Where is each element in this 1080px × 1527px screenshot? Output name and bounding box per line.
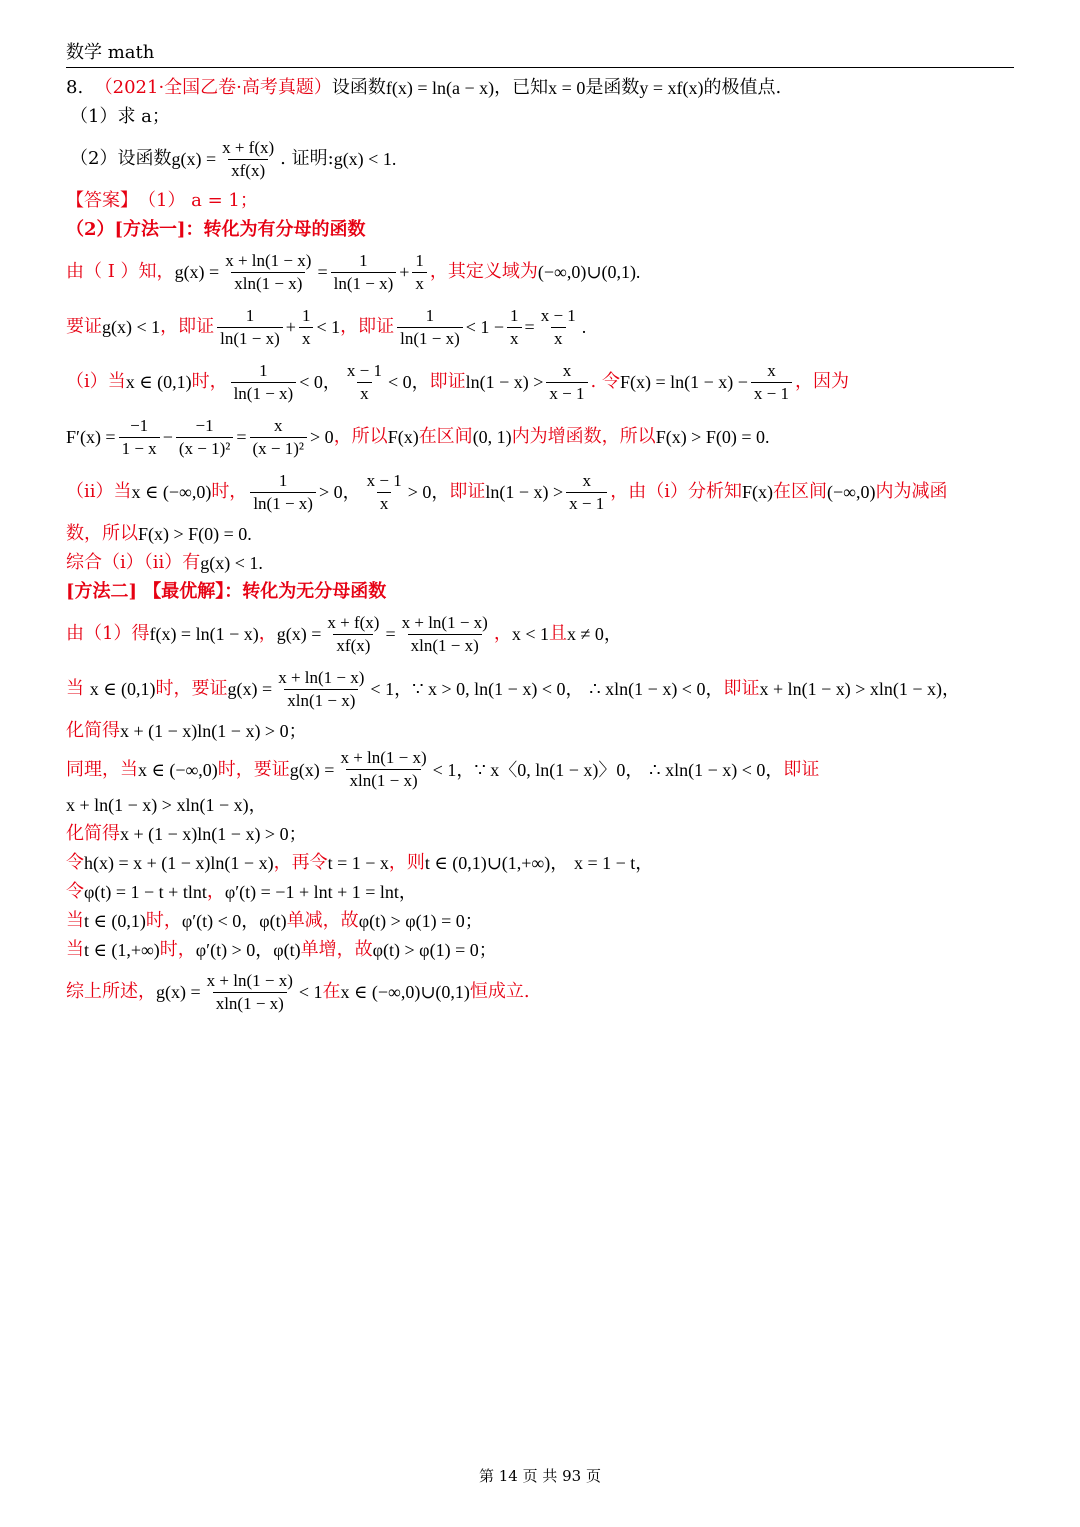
numerator: 1 (259, 360, 268, 380)
text: （1） a = 1； (138, 190, 258, 211)
solution-line-17 (66, 966, 1016, 1018)
answer-part1 (66, 188, 1016, 214)
math: f(x) = ln(a − x) (385, 78, 495, 98)
denominator: x (551, 327, 566, 350)
numerator: x + ln(1 − x) (401, 612, 488, 632)
text: 即证 (449, 481, 486, 502)
question-source: （2021·全国乙卷·高考真题） (94, 77, 332, 98)
fraction (364, 470, 405, 515)
math: t ∈ (0,1)∪(1,+∞)， (424, 853, 569, 873)
document-body (66, 72, 1016, 1021)
math: (−∞,0)∪(0,1). (537, 262, 641, 282)
math: φ(t) > φ(1) = 0； (372, 940, 497, 960)
numerator: 1 (359, 250, 368, 270)
denominator: x (507, 327, 522, 350)
math: x + (1 − x)ln(1 − x) > 0； (120, 824, 307, 844)
math: F′(x) = (66, 427, 116, 447)
text: . 证明: (280, 148, 334, 169)
math: F(x) = ln(1 − x) − (619, 372, 748, 392)
denominator: x − 1 (546, 382, 587, 405)
text: 数，所以 (66, 523, 138, 544)
text: 综上所述， (66, 981, 156, 1002)
math: ln(1 − x) > (465, 372, 544, 392)
method2-title (66, 579, 1016, 605)
solution-line-12 (66, 821, 1016, 847)
text: 综合（ⅰ）（ⅱ）有 (66, 552, 201, 573)
text: ， (258, 623, 277, 644)
math: x ∈ (0,1) (89, 679, 156, 699)
text: ，所以 (333, 426, 388, 447)
text: 时，要证 (217, 758, 290, 780)
header-title: 数学 math (66, 42, 155, 63)
numerator: x − 1 (366, 470, 402, 490)
text: 在区间 (418, 426, 473, 447)
math: x + ln(1 − x) > xln(1 − x)， (759, 679, 961, 699)
math: ln(1 − x) > (485, 482, 564, 502)
fraction (399, 612, 491, 657)
text: 当 (66, 939, 84, 960)
math: φ′(t) = −1 + lnt + 1 = lnt， (224, 882, 417, 902)
math: (−∞,0) (827, 482, 876, 502)
fraction (324, 612, 382, 657)
text: 在 (322, 981, 341, 1002)
question-part1 (66, 104, 1016, 130)
denominator: x (412, 272, 427, 295)
math: φ′(t) > 0， (195, 940, 274, 960)
solution-line-15 (66, 908, 1016, 934)
math: ∵ x〈0, ln(1 − x)〉0， (474, 759, 644, 780)
text: ，即证 (160, 316, 215, 337)
math: t ∈ (0,1) (84, 911, 146, 931)
math: φ(t) = 1 − t + tlnt (84, 882, 207, 902)
denominator: xf(x) (228, 159, 268, 182)
denominator: x − 1 (751, 382, 792, 405)
math: > 0， (318, 482, 361, 502)
math: g(x) = (227, 679, 273, 699)
solution-line-5 (66, 466, 1016, 518)
page-footer (0, 1465, 1080, 1486)
numerator: x − 1 (540, 305, 576, 325)
math: > 0， (407, 482, 450, 502)
numerator: 1 (415, 250, 424, 270)
question-number: 8. (66, 77, 84, 98)
text: 单增，故 (300, 939, 373, 960)
numerator: x + ln(1 − x) (225, 250, 312, 270)
numerator: x + f(x) (327, 612, 380, 632)
text: ，其定义域为 (429, 261, 538, 282)
math: y = xf(x) (639, 78, 704, 98)
solution-line-1 (66, 246, 1016, 298)
numerator: 1 (510, 305, 519, 325)
math: g(x) = (289, 759, 335, 780)
math: < 0， (299, 372, 341, 392)
numerator: x (582, 470, 591, 490)
numerator: x (562, 360, 572, 380)
fraction (299, 305, 314, 350)
math: φ(t) (273, 940, 301, 960)
math: g(x) < 1. (333, 149, 397, 169)
text: . 令 (590, 371, 620, 392)
text: 是函数 (585, 77, 640, 98)
denominator: xf(x) (333, 634, 373, 657)
heading: （2）[方法一]：转化为有分母的函数 (66, 219, 366, 240)
math: + (285, 317, 296, 337)
text: ， (206, 881, 225, 902)
math: ∴ xln(1 − x) < 0， (649, 759, 784, 780)
math: > 0 (310, 427, 334, 447)
numerator: 1 (245, 305, 255, 325)
text: 化简得 (66, 823, 120, 844)
fraction (250, 470, 316, 515)
math: x = 1 − t， (574, 853, 654, 873)
denominator: xln(1 − x) (408, 634, 482, 657)
text: 同理，当 (66, 758, 138, 780)
math: x ∈ (−∞,0) (131, 482, 212, 502)
text: 由（1）得 (66, 623, 150, 644)
solution-line-6 (66, 521, 1016, 547)
text: 设函数 (331, 77, 386, 98)
solution-line-9 (66, 663, 1016, 715)
fraction (275, 667, 367, 712)
text: （ⅰ）当 (66, 371, 126, 392)
fraction (412, 250, 427, 295)
text: 内为增函数，所以 (511, 426, 656, 447)
math: < 1 (316, 317, 341, 337)
math: x ∈ (−∞,0)∪(0,1) (340, 982, 470, 1002)
fraction (546, 360, 587, 405)
math: f(x) = ln(1 − x) (149, 624, 259, 644)
solution-line-16 (66, 937, 1016, 963)
text: （ⅱ）当 (66, 481, 132, 502)
math: φ(t) > φ(1) = 0； (358, 911, 483, 931)
text: 的极值点. (703, 77, 782, 98)
fraction (176, 415, 234, 460)
numerator: x (274, 415, 283, 435)
numerator: x + ln(1 − x) (340, 748, 427, 767)
math: g(x) = (174, 262, 220, 282)
math: t ∈ (1,+∞) (84, 940, 160, 960)
fraction (566, 470, 607, 515)
denominator: ln(1 − x) (397, 327, 463, 350)
math: x + (1 − x)ln(1 − x) > 0； (120, 721, 307, 741)
math: < 0， (387, 372, 430, 392)
text: ，再令 (273, 852, 328, 873)
text: 令 (66, 881, 84, 902)
math: t = 1 − x (327, 853, 389, 873)
heading: [方法二] 【最优解】：转化为无分母函数 (66, 581, 387, 602)
text: 内为减函 (875, 481, 948, 502)
numerator: 1 (425, 305, 435, 325)
text: 恒成立. (469, 981, 530, 1002)
denominator: x (299, 327, 314, 350)
math: − (162, 427, 173, 447)
math: ∵ x > 0, ln(1 − x) < 0， (412, 679, 584, 699)
fraction (751, 360, 792, 405)
math: x < 1 (511, 624, 549, 644)
fraction (397, 305, 463, 350)
solution-line-13 (66, 850, 1016, 876)
text: （2）设函数 (70, 148, 172, 169)
math: x = 0 (548, 78, 586, 98)
text: 时， (211, 481, 248, 502)
fraction (331, 250, 397, 295)
fraction (337, 747, 429, 792)
math: = (317, 262, 328, 282)
numerator: x + ln(1 − x) (206, 970, 293, 990)
numerator: 1 (301, 305, 311, 325)
fraction (217, 305, 283, 350)
math: g(x) < 1. (200, 553, 263, 573)
denominator: (x − 1)² (250, 437, 308, 460)
text: 时， (145, 910, 182, 931)
numerator: x + f(x) (222, 137, 275, 157)
denominator: xln(1 − x) (346, 769, 420, 792)
fraction (204, 970, 296, 1015)
solution-line-4 (66, 411, 1016, 463)
text: ， (493, 623, 512, 644)
denominator: ln(1 − x) (217, 327, 283, 350)
math: F(x) > F(0) = 0. (138, 524, 252, 544)
denominator: xln(1 − x) (213, 992, 287, 1015)
math: h(x) = x + (1 − x)ln(1 − x) (84, 853, 274, 873)
text: 当 (66, 678, 84, 699)
question-part2 (66, 133, 1016, 185)
numerator: x + ln(1 − x) (278, 667, 365, 687)
text: 要证 (66, 316, 102, 337)
denominator: x (377, 492, 392, 515)
math: φ′(t) < 0， (181, 911, 260, 931)
text: 当 (66, 910, 84, 931)
text: 单减，故 (286, 910, 359, 931)
text: 由（ Ⅰ ）知， (66, 261, 175, 282)
text: 即证 (723, 678, 760, 699)
fraction (344, 360, 385, 405)
text: ，已知 (494, 77, 549, 98)
math: = (524, 317, 535, 337)
page-header (66, 42, 1014, 68)
solution-line-3 (66, 356, 1016, 408)
fraction (119, 415, 160, 460)
math: x ∈ (0,1) (125, 372, 192, 392)
page-number: 第 14 页 共 93 页 (478, 1467, 601, 1485)
numerator: x (767, 360, 776, 380)
text: ，则 (388, 852, 425, 873)
math: x ∈ (−∞,0) (138, 759, 218, 780)
text: 时，要证 (155, 678, 228, 699)
math: . (581, 317, 587, 337)
text: 化简得 (66, 720, 120, 741)
method1-title (66, 217, 1016, 243)
fraction (222, 250, 314, 295)
math: x ≠ 0， (567, 624, 622, 644)
math: = (236, 427, 247, 447)
denominator: x − 1 (566, 492, 607, 515)
text: （1）求 a； (70, 106, 170, 127)
solution-line-10 (66, 718, 1016, 744)
math: < 1 (298, 982, 323, 1002)
denominator: 1 − x (119, 437, 160, 460)
fraction (219, 137, 277, 182)
text: ，即证 (340, 316, 395, 337)
math: + (399, 262, 410, 282)
solution-line-14 (66, 879, 1016, 905)
denominator: xln(1 − x) (284, 689, 358, 712)
text: ，因为 (795, 371, 850, 392)
math: x + ln(1 − x) > xln(1 − x)， (66, 795, 267, 815)
denominator: xln(1 − x) (231, 272, 305, 295)
numerator: 1 (278, 470, 288, 490)
denominator: (x − 1)² (176, 437, 234, 460)
solution-line-7 (66, 550, 1016, 576)
denominator: ln(1 − x) (331, 272, 397, 295)
math: F(x) (742, 482, 774, 502)
math: g(x) = (276, 624, 322, 644)
math: < 1， (370, 679, 413, 699)
text: 时， (159, 939, 196, 960)
math: < 1， (432, 759, 475, 780)
numerator: −1 (195, 415, 214, 435)
numerator: x − 1 (346, 360, 382, 380)
solution-line-11 (66, 747, 1016, 818)
text: 即证 (429, 371, 466, 392)
denominator: ln(1 − x) (250, 492, 316, 515)
math: F(x) > F(0) = 0. (655, 427, 770, 447)
text: 且 (549, 623, 567, 644)
math: = (385, 624, 396, 644)
text: ，由（ⅰ）分析知 (610, 481, 743, 502)
math: < 1 − (465, 317, 505, 337)
math: φ(t) (259, 911, 287, 931)
math: (0, 1) (472, 427, 512, 447)
numerator: −1 (130, 415, 149, 435)
solution-line-2 (66, 301, 1016, 353)
denominator: x (357, 382, 372, 405)
fraction (231, 360, 297, 405)
fraction (250, 415, 308, 460)
text: 时， (191, 371, 228, 392)
fraction (507, 305, 522, 350)
math: g(x) = (171, 149, 217, 169)
math: g(x) = (156, 982, 201, 1002)
question-stem (66, 75, 1016, 101)
math: F(x) (387, 427, 419, 447)
answer-label: 【答案】 (66, 190, 138, 211)
text: 令 (66, 852, 84, 873)
denominator: ln(1 − x) (231, 382, 297, 405)
math: ∴ xln(1 − x) < 0， (589, 679, 724, 699)
text: 在区间 (773, 481, 828, 502)
fraction (538, 305, 579, 350)
text: 即证 (783, 758, 820, 780)
solution-line-8 (66, 608, 1016, 660)
math: g(x) < 1 (102, 317, 161, 337)
